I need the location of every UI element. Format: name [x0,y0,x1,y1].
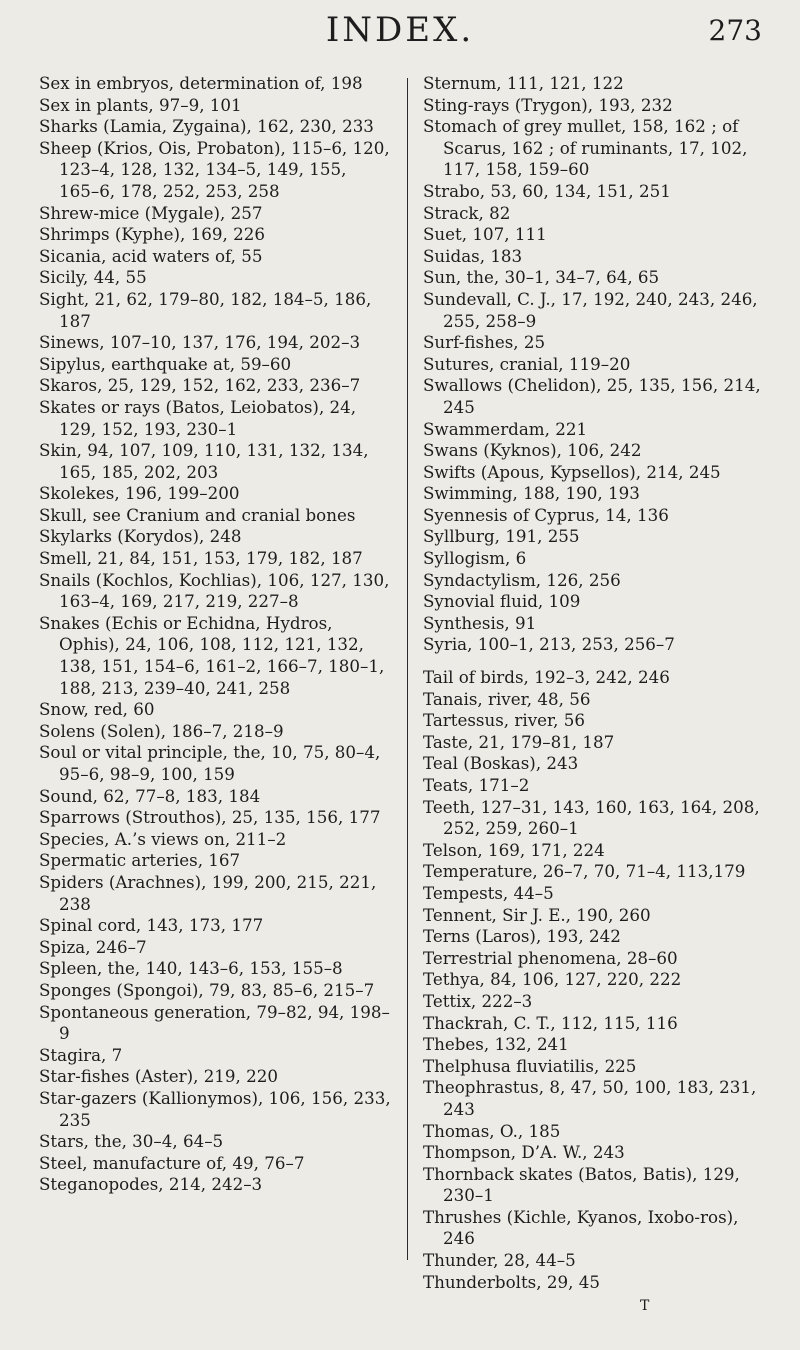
index-entry: Shrew-mice (Mygale), 257 [39,202,263,223]
index-entry: Skaros, 25, 129, 152, 162, 233, 236–7 [39,375,361,396]
index-entry: Sun, the, 30–1, 34–7, 64, 65 [423,267,660,288]
index-entry: Swifts (Apous, Kypsellos), 214, 245 [423,461,721,482]
index-entry: Sex in plants, 97–9, 101 [39,94,242,115]
index-entry: Shrimps (Kyphe), 169, 226 [39,224,265,245]
index-entry: Skin, 94, 107, 109, 110, 131, 132, 134, 165, 185, 202, 203 [39,440,369,482]
index-entry: Sheep (Krios, Ois, Probaton), 115–6, 120, 123–4, 128, 132, 134–5, 149, 155, 165–6, 178, 252, 253, 258 [39,137,390,201]
index-entry: Star-gazers (Kallionymos), 106, 156, 233, 235 [39,1087,391,1130]
index-entry: Skull, see Cranium and cranial bones [39,504,356,525]
index-entry: Sinews, 107–10, 137, 176, 194, 202–3 [39,332,361,353]
index-entry: Stagira, 7 [39,1044,123,1065]
index-entry: Suidas, 183 [423,245,523,266]
index-entry: Skylarks (Korydos), 248 [39,526,242,547]
index-entry: Thackrah, C. T., 112, 115, 116 [423,1012,678,1033]
index-entry: Spermatic arteries, 167 [39,850,241,871]
index-entry: Skolekes, 196, 199–200 [39,483,240,504]
index-entry: Spontaneous generation, 79–82, 94, 198–9 [39,1001,390,1044]
index-entry: Smell, 21, 84, 151, 153, 179, 182, 187 [39,548,363,569]
index-entry: Swimming, 188, 190, 193 [423,483,640,504]
index-entry: Spinal cord, 143, 173, 177 [39,915,264,936]
index-entry: Species, A.’s views on, 211–2 [39,828,287,849]
index-entry: Thrushes (Kichle, Kyanos, Ixobo-ros), 246 [423,1206,739,1249]
index-entry: Thornback skates (Batos, Batis), 129, 230–1 [423,1163,740,1206]
index-entry: Stars, the, 30–4, 64–5 [39,1131,224,1152]
index-entry: Sicily, 44, 55 [39,267,147,288]
printer-signature-mark: T [640,1298,650,1314]
index-entry: Swallows (Chelidon), 25, 135, 156, 214, 245 [423,375,761,417]
page-title: INDEX. [325,10,475,50]
index-entry: Tempests, 44–5 [423,882,554,903]
index-entry: Sipylus, earthquake at, 59–60 [39,353,292,374]
index-entry: Swammerdam, 221 [423,418,588,439]
index-entry: Thebes, 132, 241 [423,1034,569,1055]
index-entry: Sponges (Spongoi), 79, 83, 85–6, 215–7 [39,979,375,1000]
index-entry: Spiza, 246–7 [39,936,147,957]
index-entry: Teeth, 127–31, 143, 160, 163, 164, 208, 252, 259, 260–1 [423,796,760,839]
page-number: 273 [708,14,762,47]
index-entry: Soul or vital principle, the, 10, 75, 80–4, 95–6, 98–9, 100, 159 [39,742,381,784]
index-entry: Sting-rays (Trygon), 193, 232 [423,94,673,115]
index-entry: Strabo, 53, 60, 134, 151, 251 [423,180,671,201]
index-entry: Taste, 21, 179–81, 187 [423,731,615,752]
index-entry: Thunder, 28, 44–5 [423,1250,576,1271]
index-entry: Tanais, river, 48, 56 [423,688,591,709]
index-entry: Syllogism, 6 [423,548,527,569]
index-entry: Syndactylism, 126, 256 [423,569,621,590]
index-entry: Surf-fishes, 25 [423,332,546,353]
index-column-left [39,73,391,1196]
index-entry: Sundevall, C. J., 17, 192, 240, 243, 246, 255, 258–9 [423,288,758,331]
index-entry: Telson, 169, 171, 224 [423,839,605,860]
index-entry: Terrestrial phenomena, 28–60 [423,947,678,968]
index-entry: Snails (Kochlos, Kochlias), 106, 127, 130, 163–4, 169, 217, 219, 227–8 [39,569,390,612]
column-divider [407,78,408,1260]
index-entry: Teats, 171–2 [423,775,530,795]
index-entry: Tettix, 222–3 [423,990,533,1011]
index-entry: Thompson, D’A. W., 243 [423,1142,625,1163]
index-entry: Spiders (Arachnes), 199, 200, 215, 221, 238 [39,871,377,914]
index-entry: Sex in embryos, determination of, 198 [39,73,363,93]
index-entry: Star-fishes (Aster), 219, 220 [39,1066,279,1087]
index-entry: Sight, 21, 62, 179–80, 182, 184–5, 186, 187 [39,288,372,331]
index-entry: Skates or rays (Batos, Leiobatos), 24, 129, 152, 193, 230–1 [39,396,357,439]
index-entry: Solens (Solen), 186–7, 218–9 [39,720,284,741]
index-entry: Synovial fluid, 109 [423,591,581,612]
index-entry: Tartessus, river, 56 [423,710,585,731]
index-entry: Thelphusa fluviatilis, 225 [423,1055,637,1076]
index-entry: Strack, 82 [423,202,511,223]
index-entry: Syllburg, 191, 255 [423,526,580,547]
index-entry: Snow, red, 60 [39,699,155,720]
index-entry: Stomach of grey mullet, 158, 162 ; of Scarus, 162 ; of ruminants, 17, 102, 117, 158, 159–60 [423,116,748,180]
index-column-right [423,73,775,1293]
index-entry: Sternum, 111, 121, 122 [423,73,624,93]
index-entry: Tail of birds, 192–3, 242, 246 [423,667,670,688]
index-entry: Temperature, 26–7, 70, 71–4, 113,179 [423,861,746,882]
index-entry: Suet, 107, 111 [423,224,547,245]
index-entry: Tethya, 84, 106, 127, 220, 222 [423,969,682,990]
index-entry: Thunderbolts, 29, 45 [423,1271,600,1292]
index-entry: Sparrows (Strouthos), 25, 135, 156, 177 [39,807,381,828]
index-entry: Theophrastus, 8, 47, 50, 100, 183, 231, 243 [423,1077,757,1119]
index-entry: Swans (Kyknos), 106, 242 [423,440,642,461]
index-entry: Spleen, the, 140, 143–6, 153, 155–8 [39,958,343,979]
index-entry: Sutures, cranial, 119–20 [423,353,631,374]
index-entry: Synthesis, 91 [423,612,537,633]
index-entry: Tennent, Sir J. E., 190, 260 [423,904,651,925]
index-entry: Sharks (Lamia, Zygaina), 162, 230, 233 [39,116,374,137]
index-entry: Syennesis of Cyprus, 14, 136 [423,504,669,525]
index-entry: Steganopodes, 214, 242–3 [39,1174,263,1195]
index-entry: Terns (Laros), 193, 242 [423,926,621,947]
index-entry: Snakes (Echis or Echidna, Hydros, Ophis), 24, 106, 108, 112, 121, 132, 138, 151, 154–6, 161–2, 166–7, 180–1, 188, 213, 239–40, 241, 258 [39,612,385,698]
index-entry: Sound, 62, 77–8, 183, 184 [39,785,261,806]
index-entry: Syria, 100–1, 213, 253, 256–7 [423,634,675,655]
index-entry: Sicania, acid waters of, 55 [39,245,263,266]
index-entry: Teal (Boskas), 243 [423,753,579,774]
index-entry: Thomas, O., 185 [423,1120,561,1141]
index-entry: Steel, manufacture of, 49, 76–7 [39,1152,305,1173]
